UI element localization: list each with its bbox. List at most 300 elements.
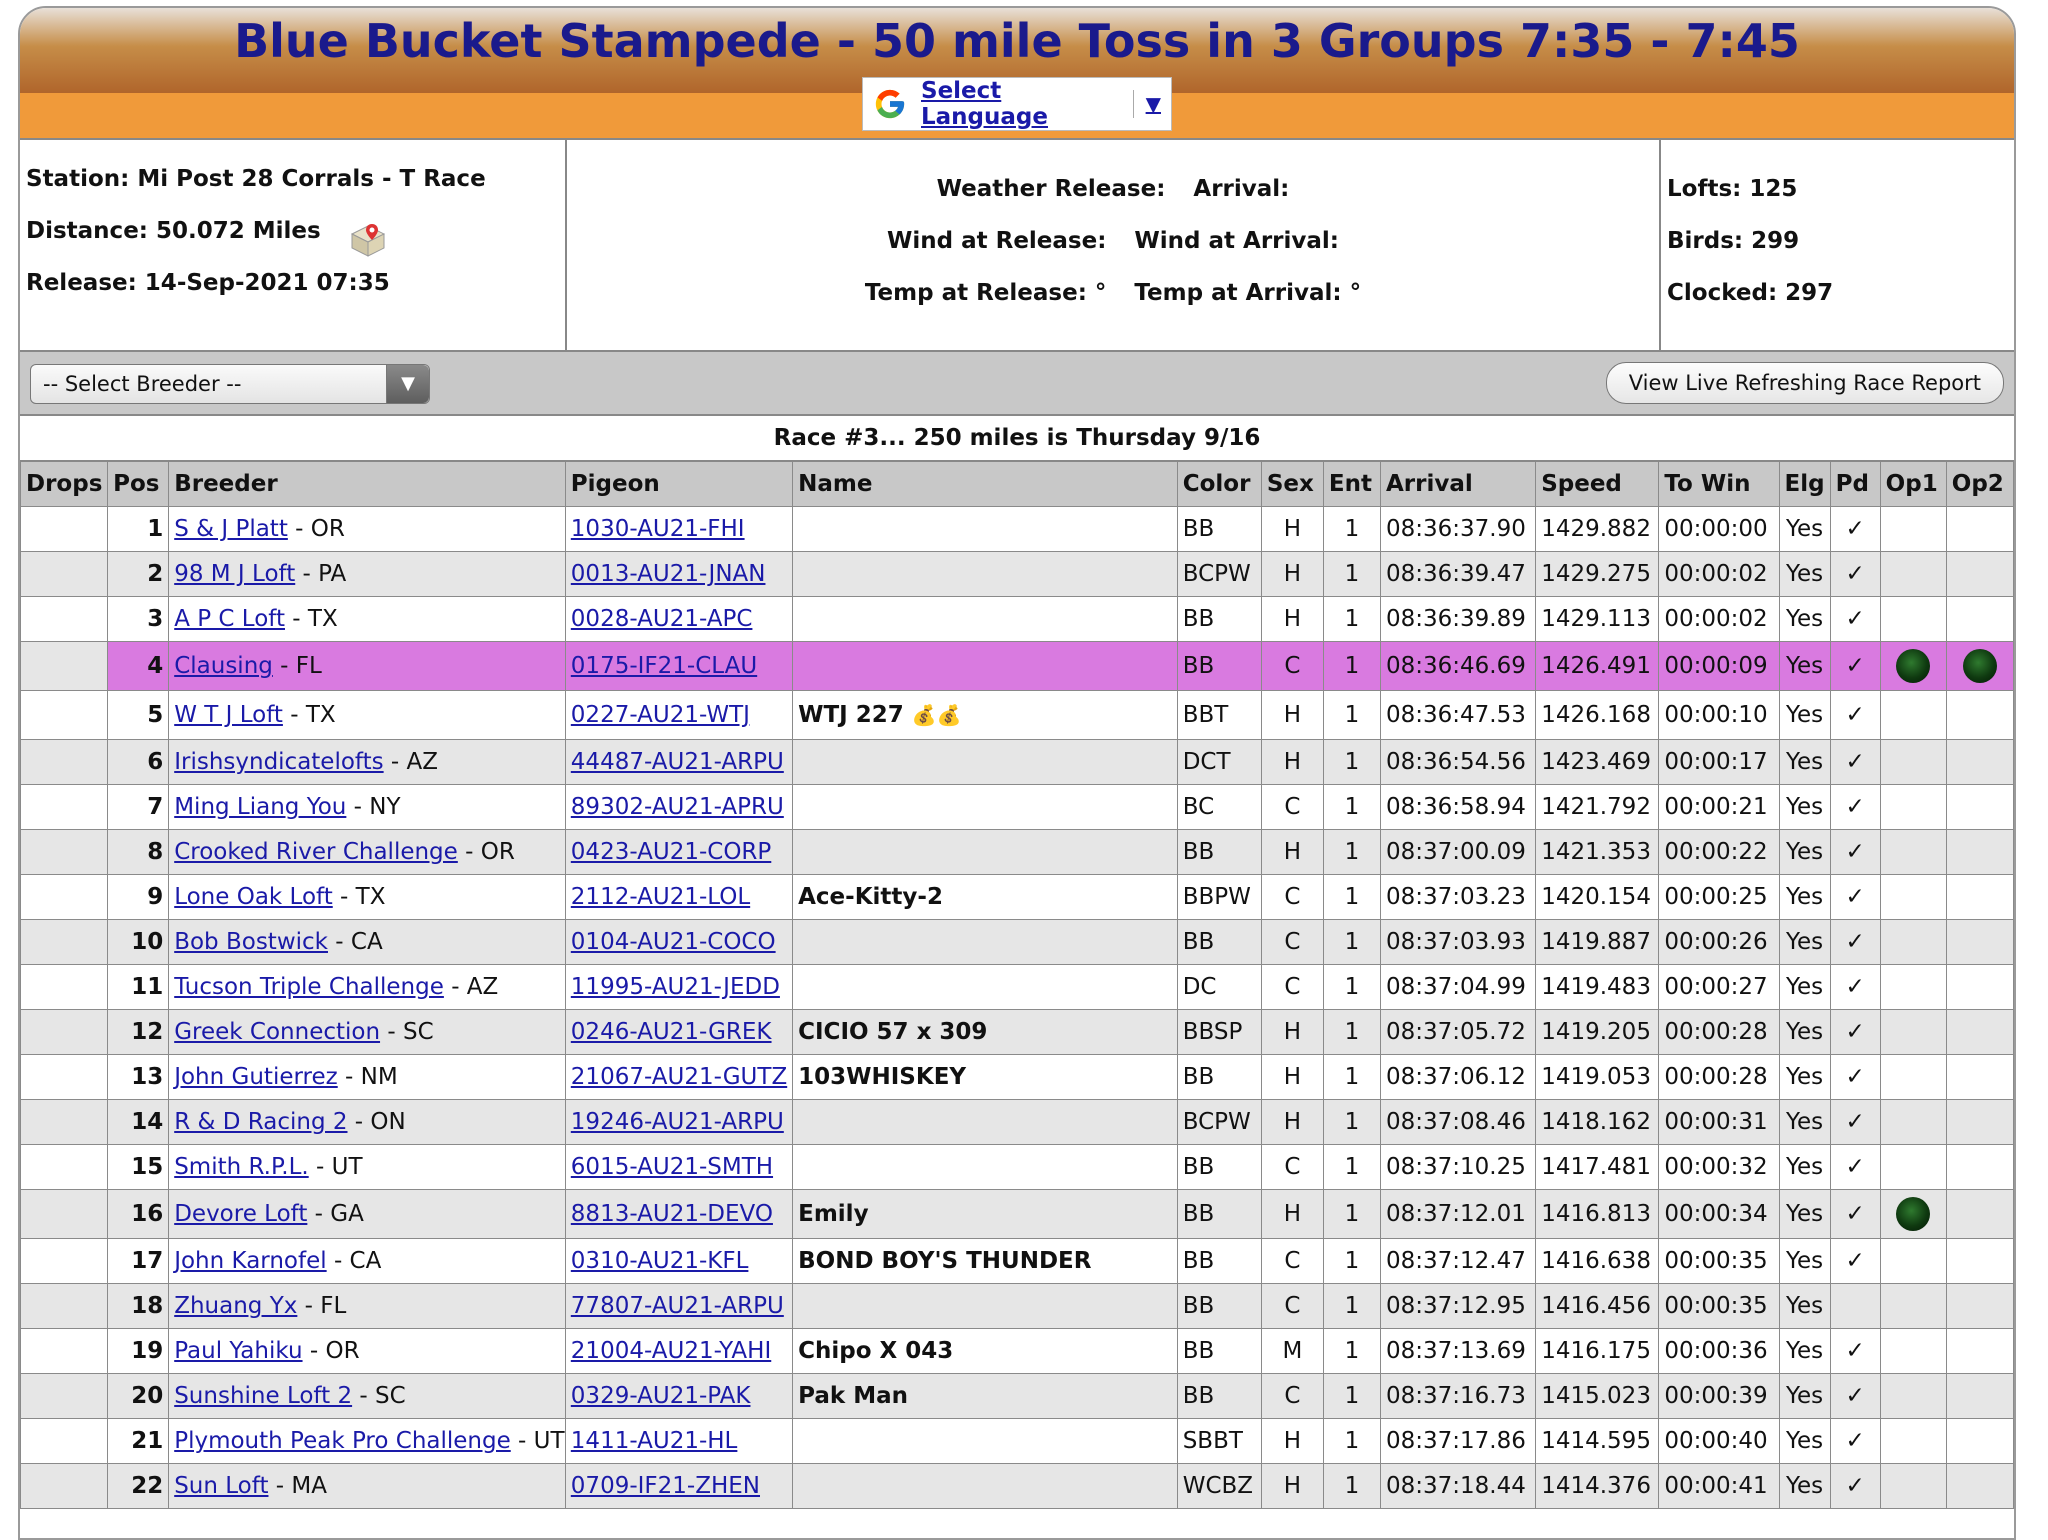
cell-name — [793, 740, 1178, 785]
cell-arrival: 08:37:08.46 — [1380, 1100, 1535, 1145]
col-pos[interactable]: Pos — [108, 462, 169, 507]
pigeon-link[interactable]: 0227-AU21-WTJ — [570, 702, 750, 728]
cell-pd: ✓ — [1830, 830, 1880, 875]
cell-sex: C — [1261, 875, 1323, 920]
cell-op1 — [1880, 785, 1946, 830]
pigeon-link[interactable]: 1030-AU21-FHI — [570, 516, 745, 542]
cell-sex: H — [1261, 691, 1323, 740]
cell-sex: M — [1261, 1329, 1323, 1374]
language-selector[interactable] — [862, 77, 1172, 131]
weather-release-label: Weather Release: — [936, 176, 1166, 202]
table-row — [21, 785, 2014, 830]
table-row — [21, 552, 2014, 597]
cell-breeder — [169, 552, 566, 597]
dropdown-arrow-icon[interactable]: ▼ — [386, 365, 429, 403]
cell-pd: ✓ — [1830, 1419, 1880, 1464]
cell-pd: ✓ — [1830, 507, 1880, 552]
col-drops[interactable]: Drops — [21, 462, 108, 507]
cell-pigeon — [565, 920, 792, 965]
cell-op1 — [1880, 1239, 1946, 1284]
cell-pos: 21 — [108, 1419, 169, 1464]
money-bag-icon: 💰💰 — [911, 703, 962, 727]
cell-to-win: 00:00:28 — [1659, 1055, 1779, 1100]
cell-arrival: 08:36:58.94 — [1380, 785, 1535, 830]
cell-speed: 1426.491 — [1536, 642, 1659, 691]
cell-drops — [21, 642, 108, 691]
temp-arrival-label: Temp at Arrival: ° — [1134, 280, 1362, 306]
cell-arrival: 08:37:16.73 — [1380, 1374, 1535, 1419]
cell-op1 — [1880, 920, 1946, 965]
cell-ent: 1 — [1323, 1100, 1380, 1145]
pigeon-name: 103WHISKEY — [798, 1064, 967, 1090]
option-indicator-icon — [1963, 649, 1997, 683]
cell-color: BB — [1177, 1145, 1261, 1190]
cell-pigeon — [565, 1190, 792, 1239]
cell-pos: 11 — [108, 965, 169, 1010]
cell-color: BB — [1177, 1374, 1261, 1419]
cell-op2 — [1946, 1010, 2013, 1055]
table-row — [21, 1239, 2014, 1284]
cell-breeder — [169, 1284, 566, 1329]
cell-breeder — [169, 642, 566, 691]
table-row — [21, 875, 2014, 920]
breeder-state: - GA — [307, 1201, 364, 1227]
cell-op1 — [1880, 642, 1946, 691]
cell-drops — [21, 597, 108, 642]
cell-name — [793, 642, 1178, 691]
cell-color: BB — [1177, 1190, 1261, 1239]
cell-to-win: 00:00:41 — [1659, 1464, 1779, 1509]
breeder-link[interactable]: Sunshine Loft 2 — [174, 1383, 353, 1409]
cell-op2 — [1946, 830, 2013, 875]
pigeon-link[interactable]: 0246-AU21-GREK — [570, 1019, 772, 1045]
col-to-win[interactable]: To Win — [1659, 462, 1779, 507]
col-breeder[interactable]: Breeder — [169, 462, 566, 507]
pigeon-link[interactable]: 0013-AU21-JNAN — [570, 561, 766, 587]
cell-breeder — [169, 740, 566, 785]
table-row — [21, 1329, 2014, 1374]
table-row — [21, 830, 2014, 875]
cell-name — [793, 1055, 1178, 1100]
pigeon-link[interactable]: 8813-AU21-DEVO — [570, 1201, 773, 1227]
pigeon-link[interactable]: 89302-AU21-APRU — [570, 794, 784, 820]
cell-breeder — [169, 965, 566, 1010]
breeder-link[interactable]: Smith R.P.L. — [174, 1154, 309, 1180]
weather-panel — [567, 140, 1661, 350]
cell-speed: 1426.168 — [1536, 691, 1659, 740]
breeder-link[interactable]: Crooked River Challenge — [174, 839, 458, 865]
cell-pos: 13 — [108, 1055, 169, 1100]
pigeon-link[interactable]: 21067-AU21-GUTZ — [570, 1064, 788, 1090]
cell-ent: 1 — [1323, 1464, 1380, 1509]
cell-pigeon — [565, 1464, 792, 1509]
cell-pigeon — [565, 1329, 792, 1374]
breeder-link[interactable]: Zhuang Yx — [174, 1293, 298, 1319]
breeder-link[interactable]: R & D Racing 2 — [174, 1109, 348, 1135]
table-row — [21, 1190, 2014, 1239]
table-header-row — [21, 462, 2014, 507]
breeder-state: - AZ — [443, 974, 499, 1000]
arrival-label: Arrival: — [1193, 176, 1290, 202]
table-row — [21, 507, 2014, 552]
select-breeder-value: -- Select Breeder -- — [43, 372, 242, 396]
cell-op1 — [1880, 965, 1946, 1010]
breeder-link[interactable]: Greek Connection — [174, 1019, 381, 1045]
col-ent[interactable]: Ent — [1323, 462, 1380, 507]
race-info-left — [20, 140, 567, 350]
toolbar — [20, 352, 2014, 416]
pigeon-link[interactable]: 21004-AU21-YAHI — [570, 1338, 772, 1364]
results-table — [20, 462, 2014, 1509]
cell-to-win: 00:00:17 — [1659, 740, 1779, 785]
cell-to-win: 00:00:26 — [1659, 920, 1779, 965]
breeder-link[interactable]: Devore Loft — [174, 1201, 308, 1227]
header-bar — [20, 78, 2014, 138]
cell-elg: Yes — [1779, 1055, 1830, 1100]
table-row — [21, 597, 2014, 642]
cell-sex: H — [1261, 597, 1323, 642]
pigeon-name: Ace-Kitty-2 — [798, 884, 943, 910]
breeder-link[interactable]: Lone Oak Loft — [174, 884, 333, 910]
pigeon-link[interactable]: 44487-AU21-ARPU — [570, 749, 784, 775]
col-sex[interactable]: Sex — [1261, 462, 1323, 507]
cell-color: BBSP — [1177, 1010, 1261, 1055]
cell-op2 — [1946, 1055, 2013, 1100]
cell-op2 — [1946, 1100, 2013, 1145]
cell-ent: 1 — [1323, 1374, 1380, 1419]
breeder-state: - NY — [346, 794, 401, 820]
cell-speed: 1419.483 — [1536, 965, 1659, 1010]
cell-elg: Yes — [1779, 785, 1830, 830]
cell-elg: Yes — [1779, 1239, 1830, 1284]
cell-op1 — [1880, 830, 1946, 875]
table-row — [21, 1464, 2014, 1509]
select-language-link[interactable]: Select Language — [921, 78, 1048, 130]
cell-pd: ✓ — [1830, 1190, 1880, 1239]
pigeon-link[interactable]: 0709-IF21-ZHEN — [570, 1473, 760, 1499]
pigeon-link[interactable]: 19246-AU21-ARPU — [570, 1109, 784, 1135]
cell-color: BB — [1177, 1055, 1261, 1100]
cell-sex: C — [1261, 920, 1323, 965]
cell-color: BCPW — [1177, 552, 1261, 597]
breeder-state: - CA — [327, 929, 383, 955]
cell-pd: ✓ — [1830, 597, 1880, 642]
col-elg[interactable]: Elg — [1779, 462, 1830, 507]
cell-drops — [21, 1464, 108, 1509]
cell-pigeon — [565, 1010, 792, 1055]
cell-speed: 1419.053 — [1536, 1055, 1659, 1100]
cell-breeder — [169, 1145, 566, 1190]
cell-pigeon — [565, 875, 792, 920]
cell-name — [793, 1010, 1178, 1055]
cell-op2 — [1946, 1190, 2013, 1239]
col-pd[interactable]: Pd — [1830, 462, 1880, 507]
cell-arrival: 08:36:39.89 — [1380, 597, 1535, 642]
wind-arrival-label: Wind at Arrival: — [1134, 228, 1339, 254]
breeder-link[interactable]: John Karnofel — [174, 1248, 327, 1274]
cell-sex: C — [1261, 642, 1323, 691]
cell-pd: ✓ — [1830, 1464, 1880, 1509]
breeder-link[interactable]: Plymouth Peak Pro Challenge — [174, 1428, 511, 1454]
breeder-state: - SC — [352, 1383, 406, 1409]
pigeon-link[interactable]: 0329-AU21-PAK — [570, 1383, 751, 1409]
cell-elg: Yes — [1779, 1190, 1830, 1239]
temp-release-label: Temp at Release: ° — [864, 280, 1107, 306]
cell-pigeon — [565, 691, 792, 740]
cell-elg: Yes — [1779, 920, 1830, 965]
cell-op1 — [1880, 875, 1946, 920]
cell-op1 — [1880, 597, 1946, 642]
live-race-report-button[interactable]: View Live Refreshing Race Report — [1606, 362, 2004, 404]
cell-arrival: 08:37:00.09 — [1380, 830, 1535, 875]
cell-to-win: 00:00:22 — [1659, 830, 1779, 875]
race-stats-panel — [1661, 140, 2014, 350]
cell-elg: Yes — [1779, 1374, 1830, 1419]
cell-pd: ✓ — [1830, 875, 1880, 920]
cell-to-win: 00:00:35 — [1659, 1239, 1779, 1284]
cell-ent: 1 — [1323, 1419, 1380, 1464]
cell-op2 — [1946, 1419, 2013, 1464]
cell-ent: 1 — [1323, 740, 1380, 785]
pigeon-link[interactable]: 11995-AU21-JEDD — [570, 974, 780, 1000]
col-pigeon[interactable]: Pigeon — [565, 462, 792, 507]
breeder-link[interactable]: John Gutierrez — [174, 1064, 338, 1090]
pigeon-link[interactable]: 0028-AU21-APC — [570, 606, 753, 632]
breeder-link[interactable]: W T J Loft — [174, 702, 283, 728]
cell-op1 — [1880, 691, 1946, 740]
breeder-link[interactable]: Irishsyndicatelofts — [174, 749, 384, 775]
cell-name — [793, 875, 1178, 920]
breeder-state: - TX — [282, 702, 336, 728]
cell-pigeon — [565, 1284, 792, 1329]
cell-op2 — [1946, 785, 2013, 830]
cell-ent: 1 — [1323, 507, 1380, 552]
breeder-link[interactable]: Bob Bostwick — [174, 929, 328, 955]
col-name[interactable]: Name — [793, 462, 1178, 507]
birds-count: Birds: 299 — [1667, 228, 1800, 254]
cell-elg: Yes — [1779, 552, 1830, 597]
cell-color: BB — [1177, 1329, 1261, 1374]
breeder-link[interactable]: Tucson Triple Challenge — [174, 974, 444, 1000]
pigeon-link[interactable]: 0423-AU21-CORP — [570, 839, 772, 865]
cell-op1 — [1880, 1010, 1946, 1055]
release-label: Release: 14-Sep-2021 07:35 — [26, 270, 390, 296]
cell-pos: 22 — [108, 1464, 169, 1509]
cell-to-win: 00:00:02 — [1659, 552, 1779, 597]
map-icon[interactable] — [348, 220, 388, 260]
pigeon-link[interactable]: 0175-IF21-CLAU — [570, 653, 758, 679]
cell-speed: 1417.481 — [1536, 1145, 1659, 1190]
cell-ent: 1 — [1323, 691, 1380, 740]
col-op2[interactable]: Op2 — [1946, 462, 2013, 507]
breeder-state: - SC — [380, 1019, 434, 1045]
cell-name — [793, 1145, 1178, 1190]
cell-arrival: 08:37:10.25 — [1380, 1145, 1535, 1190]
cell-sex: C — [1261, 785, 1323, 830]
clocked-count: Clocked: 297 — [1667, 280, 1834, 306]
cell-breeder — [169, 1374, 566, 1419]
cell-pd: ✓ — [1830, 691, 1880, 740]
cell-sex: H — [1261, 1055, 1323, 1100]
cell-pd: ✓ — [1830, 552, 1880, 597]
cell-sex: H — [1261, 740, 1323, 785]
pigeon-name: Chipo X 043 — [798, 1338, 954, 1364]
cell-speed: 1419.205 — [1536, 1010, 1659, 1055]
cell-pd: ✓ — [1830, 642, 1880, 691]
cell-speed: 1429.275 — [1536, 552, 1659, 597]
cell-elg: Yes — [1779, 1145, 1830, 1190]
cell-speed: 1421.792 — [1536, 785, 1659, 830]
pigeon-link[interactable]: 1411-AU21-HL — [570, 1428, 738, 1454]
pigeon-name: Emily — [798, 1201, 869, 1227]
cell-op1 — [1880, 1100, 1946, 1145]
breeder-state: - CA — [326, 1248, 382, 1274]
table-row — [21, 1419, 2014, 1464]
cell-drops — [21, 1419, 108, 1464]
cell-elg: Yes — [1779, 875, 1830, 920]
cell-to-win: 00:00:10 — [1659, 691, 1779, 740]
cell-drops — [21, 1374, 108, 1419]
cell-color: BB — [1177, 507, 1261, 552]
cell-sex: H — [1261, 1464, 1323, 1509]
breeder-state: - OR — [287, 516, 345, 542]
cell-elg: Yes — [1779, 691, 1830, 740]
cell-pos: 19 — [108, 1329, 169, 1374]
cell-drops — [21, 785, 108, 830]
cell-op2 — [1946, 875, 2013, 920]
cell-ent: 1 — [1323, 642, 1380, 691]
breeder-state: - OR — [302, 1338, 360, 1364]
cell-pos: 12 — [108, 1010, 169, 1055]
breeder-link[interactable]: Clausing — [174, 653, 273, 679]
col-arrival[interactable]: Arrival — [1380, 462, 1535, 507]
cell-breeder — [169, 1419, 566, 1464]
table-row — [21, 691, 2014, 740]
cell-pd: ✓ — [1830, 1374, 1880, 1419]
cell-sex: H — [1261, 830, 1323, 875]
cell-pos: 8 — [108, 830, 169, 875]
cell-name — [793, 1190, 1178, 1239]
cell-breeder — [169, 785, 566, 830]
col-op1[interactable]: Op1 — [1880, 462, 1946, 507]
page-frame — [18, 6, 2016, 1540]
cell-pigeon — [565, 1239, 792, 1284]
pigeon-link[interactable]: 0104-AU21-COCO — [570, 929, 776, 955]
cell-speed: 1415.023 — [1536, 1374, 1659, 1419]
cell-drops — [21, 1190, 108, 1239]
cell-arrival: 08:37:12.95 — [1380, 1284, 1535, 1329]
cell-op2 — [1946, 1374, 2013, 1419]
cell-pos: 20 — [108, 1374, 169, 1419]
pigeon-name: Pak Man — [798, 1383, 908, 1409]
breeder-state: - FL — [272, 653, 322, 679]
breeder-link[interactable]: Paul Yahiku — [174, 1338, 303, 1364]
cell-drops — [21, 740, 108, 785]
cell-name — [793, 1100, 1178, 1145]
cell-sex: H — [1261, 507, 1323, 552]
cell-pigeon — [565, 507, 792, 552]
cell-ent: 1 — [1323, 1329, 1380, 1374]
cell-name — [793, 507, 1178, 552]
table-row — [21, 965, 2014, 1010]
cell-color: BC — [1177, 785, 1261, 830]
cell-ent: 1 — [1323, 1145, 1380, 1190]
table-row — [21, 740, 2014, 785]
cell-color: WCBZ — [1177, 1464, 1261, 1509]
cell-sex: H — [1261, 1419, 1323, 1464]
breeder-link[interactable]: Sun Loft — [174, 1473, 269, 1499]
cell-pd: ✓ — [1830, 1239, 1880, 1284]
select-breeder-dropdown[interactable] — [30, 364, 430, 404]
cell-op2 — [1946, 965, 2013, 1010]
pigeon-link[interactable]: 77807-AU21-ARPU — [570, 1293, 784, 1319]
pigeon-name: BOND BOY'S THUNDER — [798, 1248, 1092, 1274]
breeder-link[interactable]: 98 M J Loft — [174, 561, 296, 587]
cell-pd: ✓ — [1830, 785, 1880, 830]
cell-breeder — [169, 1190, 566, 1239]
cell-sex: H — [1261, 1010, 1323, 1055]
table-row — [21, 1100, 2014, 1145]
cell-ent: 1 — [1323, 830, 1380, 875]
pigeon-link[interactable]: 0310-AU21-KFL — [570, 1248, 749, 1274]
cell-arrival: 08:37:18.44 — [1380, 1464, 1535, 1509]
breeder-link[interactable]: S & J Platt — [174, 516, 288, 542]
cell-color: BB — [1177, 1239, 1261, 1284]
cell-op1 — [1880, 740, 1946, 785]
cell-color: BCPW — [1177, 1100, 1261, 1145]
cell-pigeon — [565, 830, 792, 875]
cell-ent: 1 — [1323, 597, 1380, 642]
cell-speed: 1416.638 — [1536, 1239, 1659, 1284]
cell-arrival: 08:37:13.69 — [1380, 1329, 1535, 1374]
pigeon-link[interactable]: 2112-AU21-LOL — [570, 884, 751, 910]
cell-arrival: 08:36:39.47 — [1380, 552, 1535, 597]
chevron-down-icon[interactable]: ▼ — [1145, 92, 1161, 116]
breeder-link[interactable]: Ming Liang You — [174, 794, 347, 820]
cell-ent: 1 — [1323, 552, 1380, 597]
option-indicator-icon — [1896, 649, 1930, 683]
cell-pd: ✓ — [1830, 965, 1880, 1010]
cell-breeder — [169, 1464, 566, 1509]
cell-sex: C — [1261, 1239, 1323, 1284]
cell-drops — [21, 1329, 108, 1374]
cell-op2 — [1946, 1329, 2013, 1374]
breeder-link[interactable]: A P C Loft — [174, 606, 285, 632]
cell-drops — [21, 691, 108, 740]
col-speed[interactable]: Speed — [1536, 462, 1659, 507]
cell-op1 — [1880, 1419, 1946, 1464]
cell-to-win: 00:00:40 — [1659, 1419, 1779, 1464]
cell-op1 — [1880, 507, 1946, 552]
cell-sex: H — [1261, 1190, 1323, 1239]
cell-breeder — [169, 507, 566, 552]
cell-speed: 1423.469 — [1536, 740, 1659, 785]
breeder-state: - PA — [295, 561, 347, 587]
cell-op2 — [1946, 597, 2013, 642]
option-indicator-icon — [1896, 1197, 1930, 1231]
cell-pos: 6 — [108, 740, 169, 785]
cell-op1 — [1880, 1284, 1946, 1329]
cell-pos: 17 — [108, 1239, 169, 1284]
cell-breeder — [169, 875, 566, 920]
cell-pos: 15 — [108, 1145, 169, 1190]
cell-speed: 1429.882 — [1536, 507, 1659, 552]
cell-elg: Yes — [1779, 830, 1830, 875]
col-color[interactable]: Color — [1177, 462, 1261, 507]
cell-breeder — [169, 1100, 566, 1145]
cell-color: BB — [1177, 642, 1261, 691]
pigeon-link[interactable]: 6015-AU21-SMTH — [570, 1154, 774, 1180]
